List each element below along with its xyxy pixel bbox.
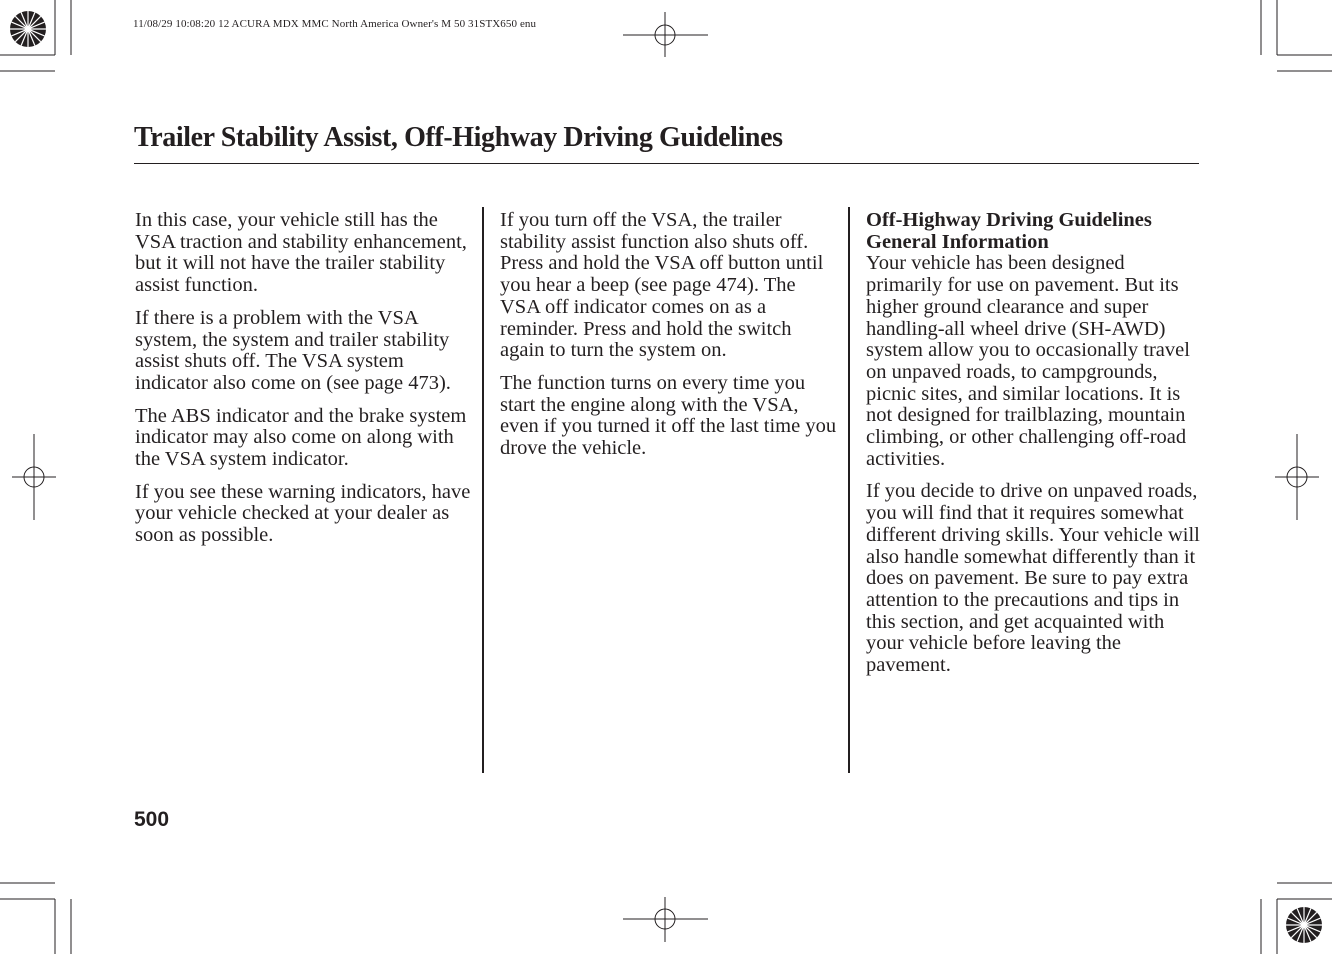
registration-mark-icon [1275,434,1319,520]
paragraph: The ABS indicator and the brake system indicator may also come on along with the VSA system indicator. [135,404,467,471]
section-heading: Off-Highway Driving Guidelines [866,209,1152,231]
registration-mark-icon [623,12,708,57]
paragraph: Your vehicle has been designed primarily for use on pavement. But its higher ground clearance and super handling-all wheel drive (SH-AWD) system allow you to occasionally travel on unpaved roads, to campgrounds, picnic sites, and similar locations. It is not designed for trailblazing, mountain climbing, or other challenging off-road activities. [866,252,1190,470]
page-title: Trailer Stability Assist, Off-Highway Driving Guidelines [134,122,783,153]
paragraph: If you see these warning indicators, have your vehicle checked at your dealer as soon as possible. [135,480,471,547]
print-header: 11/08/29 10:08:20 12 ACURA MDX MMC North America Owner's M 50 31STX650 enu [133,18,537,30]
registration-mark-icon [12,434,56,520]
paragraph: The function turns on every time you start the engine along with the VSA, even if you turned it off the last time you drove the vehicle. [500,371,837,460]
color-target-icon [10,11,46,47]
crop-mark-icon [0,883,71,954]
paragraph: If there is a problem with the VSA system, the system and trailer stability assist shuts off. The VSA system indicator also come on (see page 473). [135,306,451,394]
paragraph: If you decide to drive on unpaved roads, you will find that it requires somewhat different driving skills. Your vehicle will also handle somewhat differently than it does on pavement. Be sure to pay extra attention to the precautions and tips in this section, and get acquainted with your vehicle before leaving the pavement. [866,480,1200,677]
color-target-icon [1286,907,1322,943]
section-subheading: General Information [866,230,1049,253]
crop-mark-icon [1261,0,1332,71]
paragraph: If you turn off the VSA, the trailer stability assist function also shuts off. Press and hold the VSA off button until you hear a beep (see page 474). The VSA off indicator comes on as a reminder. Press and hold the switch again to turn the system on. [500,209,824,362]
registration-mark-icon [623,897,708,942]
page-number: 500 [134,808,170,831]
paragraph: In this case, your vehicle still has the VSA traction and stability enhancement, but it will not have the trailer stability assist function. [135,209,467,297]
